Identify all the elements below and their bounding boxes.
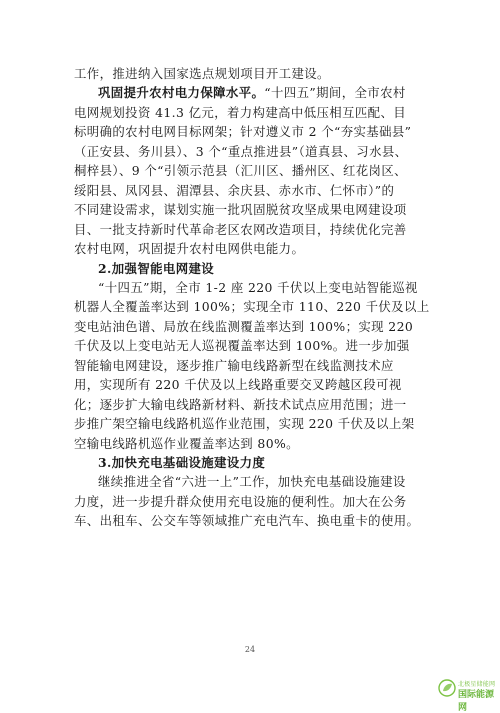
paragraph-line: “十四五”期，全市 1-2 座 220 千伏以上变电站智能巡视 [98, 279, 418, 295]
paragraph-line: 力度，进一步提升群众使用充电设施的便利性。加大在公务 [74, 493, 407, 509]
page-number: 24 [244, 645, 256, 654]
section-heading: 2.加强智能电网建设 [98, 260, 215, 276]
paragraph-line: 继续推进全省“六进一上”工作，加快充电基础设施建设 [98, 474, 406, 490]
paragraph-line: 步推广架空输电线路机巡作业范围，实现 220 千伏及以上架 [74, 416, 415, 432]
paragraph-line: 绥阳县、凤冈县、湄潭县、余庆县、赤水市、仁怀市）”的 [74, 182, 395, 198]
paragraph-line: 化；逐步扩大输电线路新材料、新技术试点应用范围；进一 [74, 396, 407, 412]
paragraph-line: 目、一批支持新时代革命老区农网改造项目，持续优化完善 [74, 221, 407, 237]
leaf-logo-icon [438, 679, 456, 697]
paragraph-line: 变电站油色谱、局放在线监测覆盖率达到 100%；实现 220 [74, 318, 414, 334]
paragraph-line: （正安县、务川县）、3 个“重点推进县”（道真县、习水县、 [74, 143, 408, 159]
paragraph-line: 电网规划投资 41.3 亿元，着力构建高中低压相互匹配、目 [74, 104, 407, 120]
paragraph-line: 用，实现所有 220 千伏及以上线路重要交叉跨越区段可视 [74, 377, 402, 393]
section-heading: 3.加快充电基础设施建设力度 [98, 455, 266, 470]
paragraph-line: 桐梓县）、9 个“引领示范县（汇川区、播州区、红花岗区、 [74, 163, 407, 179]
watermark [438, 677, 498, 713]
paragraph-line: 工作，推进纳入国家选点规划项目开工建设。 [74, 66, 330, 81]
paragraph-line: 智能输电网建设，逐步推广输电线路新型在线监测技术应 [74, 357, 394, 373]
paragraph-line: 车、出租车、公交车等领域推广充电汽车、换电重卡的使用。 [74, 513, 420, 529]
paragraph-line: 标明确的农村电网目标网架；针对遵义市 2 个“夯实基础县” [74, 124, 412, 140]
watermark-brand-main: 国际能源网 [458, 690, 495, 713]
paragraph-line: 机器人全覆盖率达到 100%；实现全市 110、220 千伏及以上 [74, 299, 430, 315]
paragraph-line: 不同建设需求，谋划实施一批巩固脱贫攻坚成果电网建设项 [74, 202, 407, 218]
watermark-brand-top: 北极星储能网 [458, 681, 496, 688]
paragraph-text: “十四五”期间，全市农村 [264, 85, 406, 101]
paragraph-line: 农村电网，巩固提升农村电网供电能力。 [74, 241, 305, 257]
paragraph-line: 空输电线路机巡作业覆盖率达到 80%。 [74, 435, 299, 451]
paragraph-line: 千伏及以上变电站无人巡视覆盖率达到 100%。进一步加强 [74, 338, 410, 354]
inline-heading: 巩固提升农村电力保障水平。 [98, 85, 265, 101]
paragraph-line [98, 85, 406, 100]
